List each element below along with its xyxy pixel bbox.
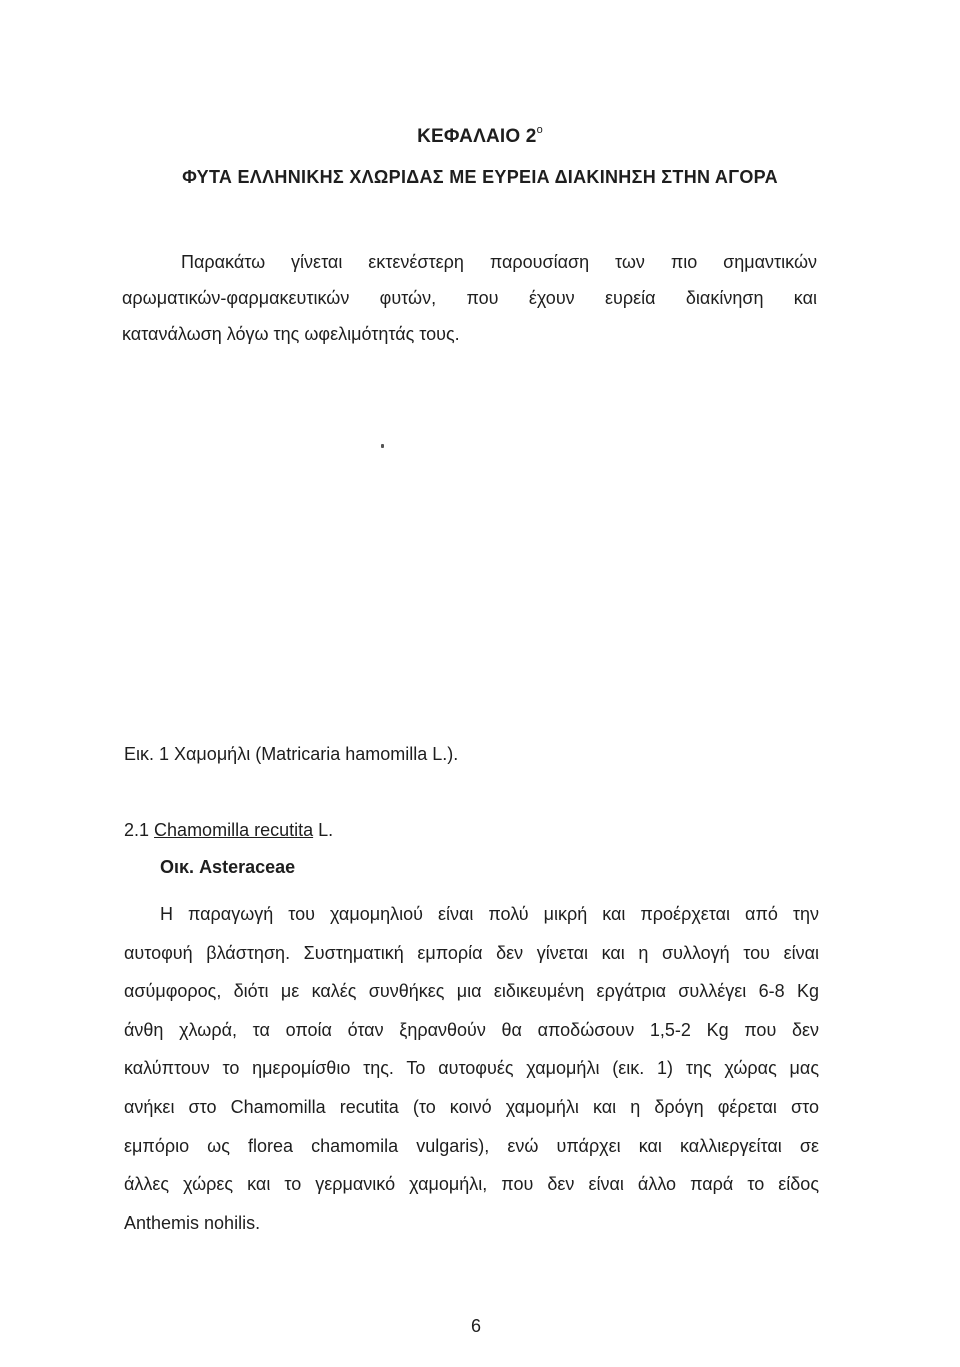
body-line: άλλες χώρες και το γερμανικό χαμομήλι, που δεν είναι άλλο παρά το είδος [124,1174,819,1195]
body-line: άνθη χλωρά, τα οποία όταν ξηρανθούν θα αποδώσουν 1,5-2 Kg που δεν [124,1019,819,1040]
section-title: Chamomilla recutita [154,820,314,840]
body-line: Η παραγωγή του χαμομηλιού είναι πολύ μικρή και προέρχεται από την [160,904,819,924]
section-suffix: L. [313,820,334,840]
chapter-label: ΚΕΦΑΛΑΙΟ 2 [417,126,537,147]
intro-paragraph [122,244,817,352]
family-label: Οικ. [160,857,195,877]
intro-line: αρωματικών-φαρμακευτικών φυτών, που έχουν ευρεία διακίνηση και [122,288,817,308]
body-line: Anthemis nohilis. [124,1212,261,1233]
chapter-superscript: ο [536,124,543,136]
body-line: αυτοφυή βλάστηση. Συστηματική εμπορία δεν γίνεται και η συλλογή του είναι [124,942,819,963]
family-line [160,857,295,878]
body-line: ασύμφορος, διότι με καλές συνθήκες μια ειδικευμένη εργάτρια συλλέγει 6-8 Kg [124,981,819,1002]
body-line: καλύπτουν το ημερομίσθιο της. Το αυτοφυές χαμομήλι (εικ. 1) της χώρας μας [124,1058,819,1079]
chapter-heading [0,124,960,148]
section-number: 2.1 [124,820,150,840]
body-line: εμπόριο ως florea chamomila vulgaris), ενώ υπάρχει και καλλιεργείται σε [124,1135,819,1156]
section-heading [124,820,333,841]
family-name: Asteraceae [199,857,296,877]
scan-speck [381,444,384,448]
chapter-subtitle: ΦΥΤΑ ΕΛΛΗΝΙΚΗΣ ΧΛΩΡΙΔΑΣ ΜΕ ΕΥΡΕΙΑ ΔΙΑΚΙΝΗΣΗ ΣΤΗΝ ΑΓΟΡΑ [182,167,778,187]
page-number: 6 [470,1316,481,1336]
intro-line: Παρακάτω γίνεται εκτενέστερη παρουσίαση των πιο σημαντικών [181,252,817,272]
intro-line: κατανάλωση λόγω της ωφελιμότητάς τους. [122,324,460,344]
figure-caption: Εικ. 1 Χαμομήλι (Matricaria hamomilla L.). [124,744,459,764]
body-paragraph [124,895,819,1242]
body-line: ανήκει στο Chamomilla recutita (το κοινό χαμομήλι και η δρόγη φέρεται στο [124,1096,819,1117]
